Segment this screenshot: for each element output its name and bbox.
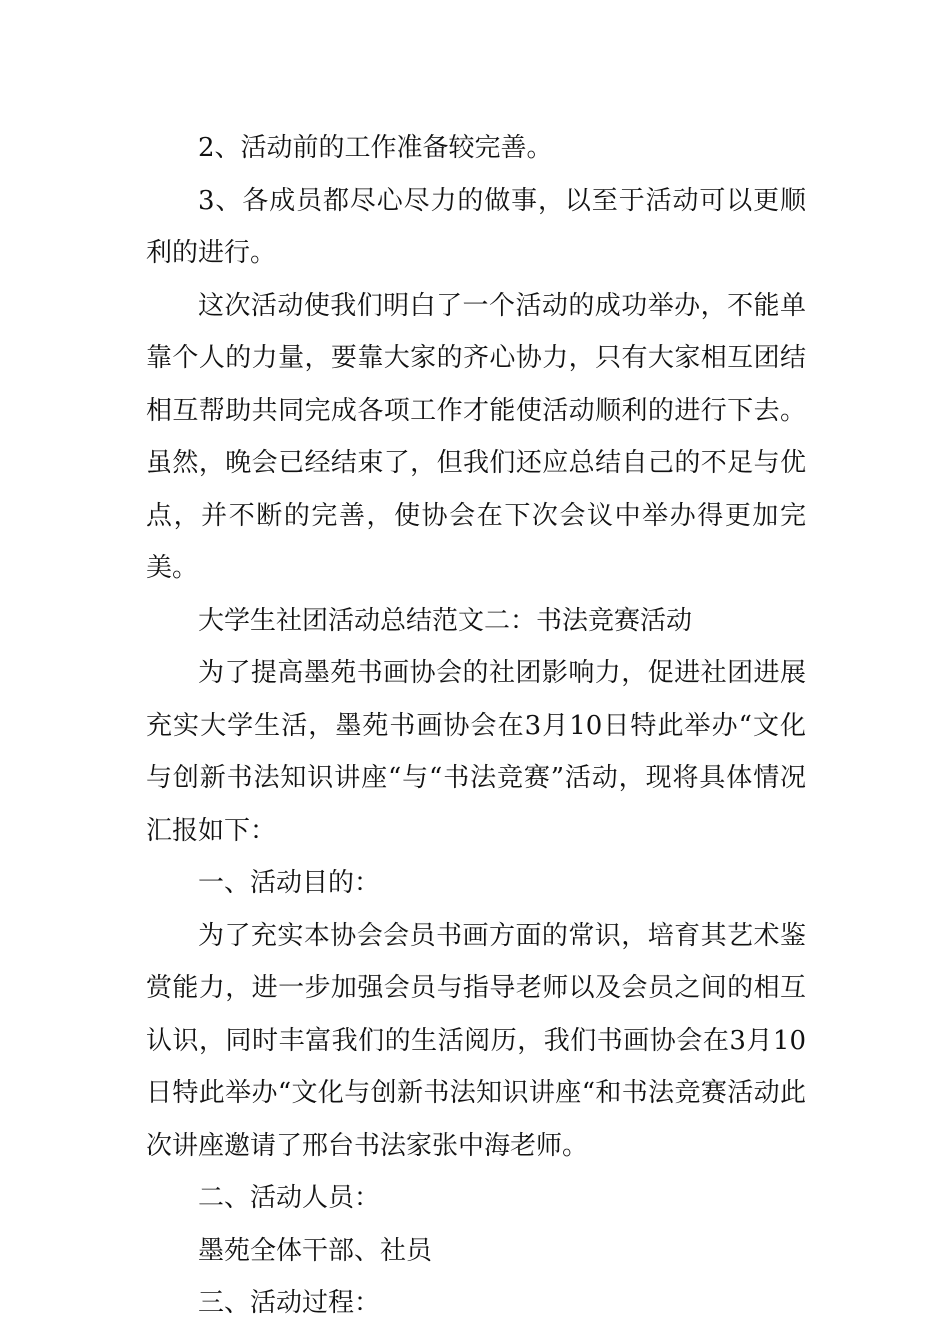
heading-activity-process: 三、活动过程： [198, 1288, 381, 1318]
paragraph-item-2: 2、活动前的工作准备较完善。 [198, 133, 553, 163]
paragraph-activity-purpose: 为了充实本协会会员书画方面的常识，培育其艺术鉴赏能力，进一步加强会员与指导老师以及会员之间的相互认识，同时丰富我们的生活阅历，我们书画协会在3月10日特此举办“文化与创新书法知识讲座“和书法竞赛活动此次讲座邀请了邢台书法家张中海老师。 [146, 920, 806, 1161]
paragraph-item-3: 3、各成员都尽心尽力的做事，以至于活动可以更顺利的进行。 [146, 185, 806, 268]
paragraph-activity-reflection: 这次活动使我们明白了一个活动的成功举办，不能单靠个人的力量，要靠大家的齐心协力，只有大家相互团结相互帮助共同完成各项工作才能使活动顺利的进行下去。虽然，晚会已经结束了，但我们还应总结自己的不足与优点，并不断的完善，使协会在下次会议中举办得更加完美。 [146, 290, 806, 583]
document-body [146, 122, 806, 1330]
paragraph-introduction: 为了提高墨苑书画协会的社团影响力，促进社团进展充实大学生活，墨苑书画协会在3月10日特此举办“文化与创新书法知识讲座“与“书法竞赛”活动，现将具体情况汇报如下： [146, 658, 806, 846]
paragraph-activity-participants: 墨苑全体干部、社员 [198, 1235, 433, 1266]
heading-activity-purpose: 一、活动目的： [198, 868, 381, 898]
heading-activity-participants: 二、活动人员： [198, 1183, 381, 1213]
section-heading-example-two: 大学生社团活动总结范文二：书法竞赛活动 [198, 605, 693, 636]
